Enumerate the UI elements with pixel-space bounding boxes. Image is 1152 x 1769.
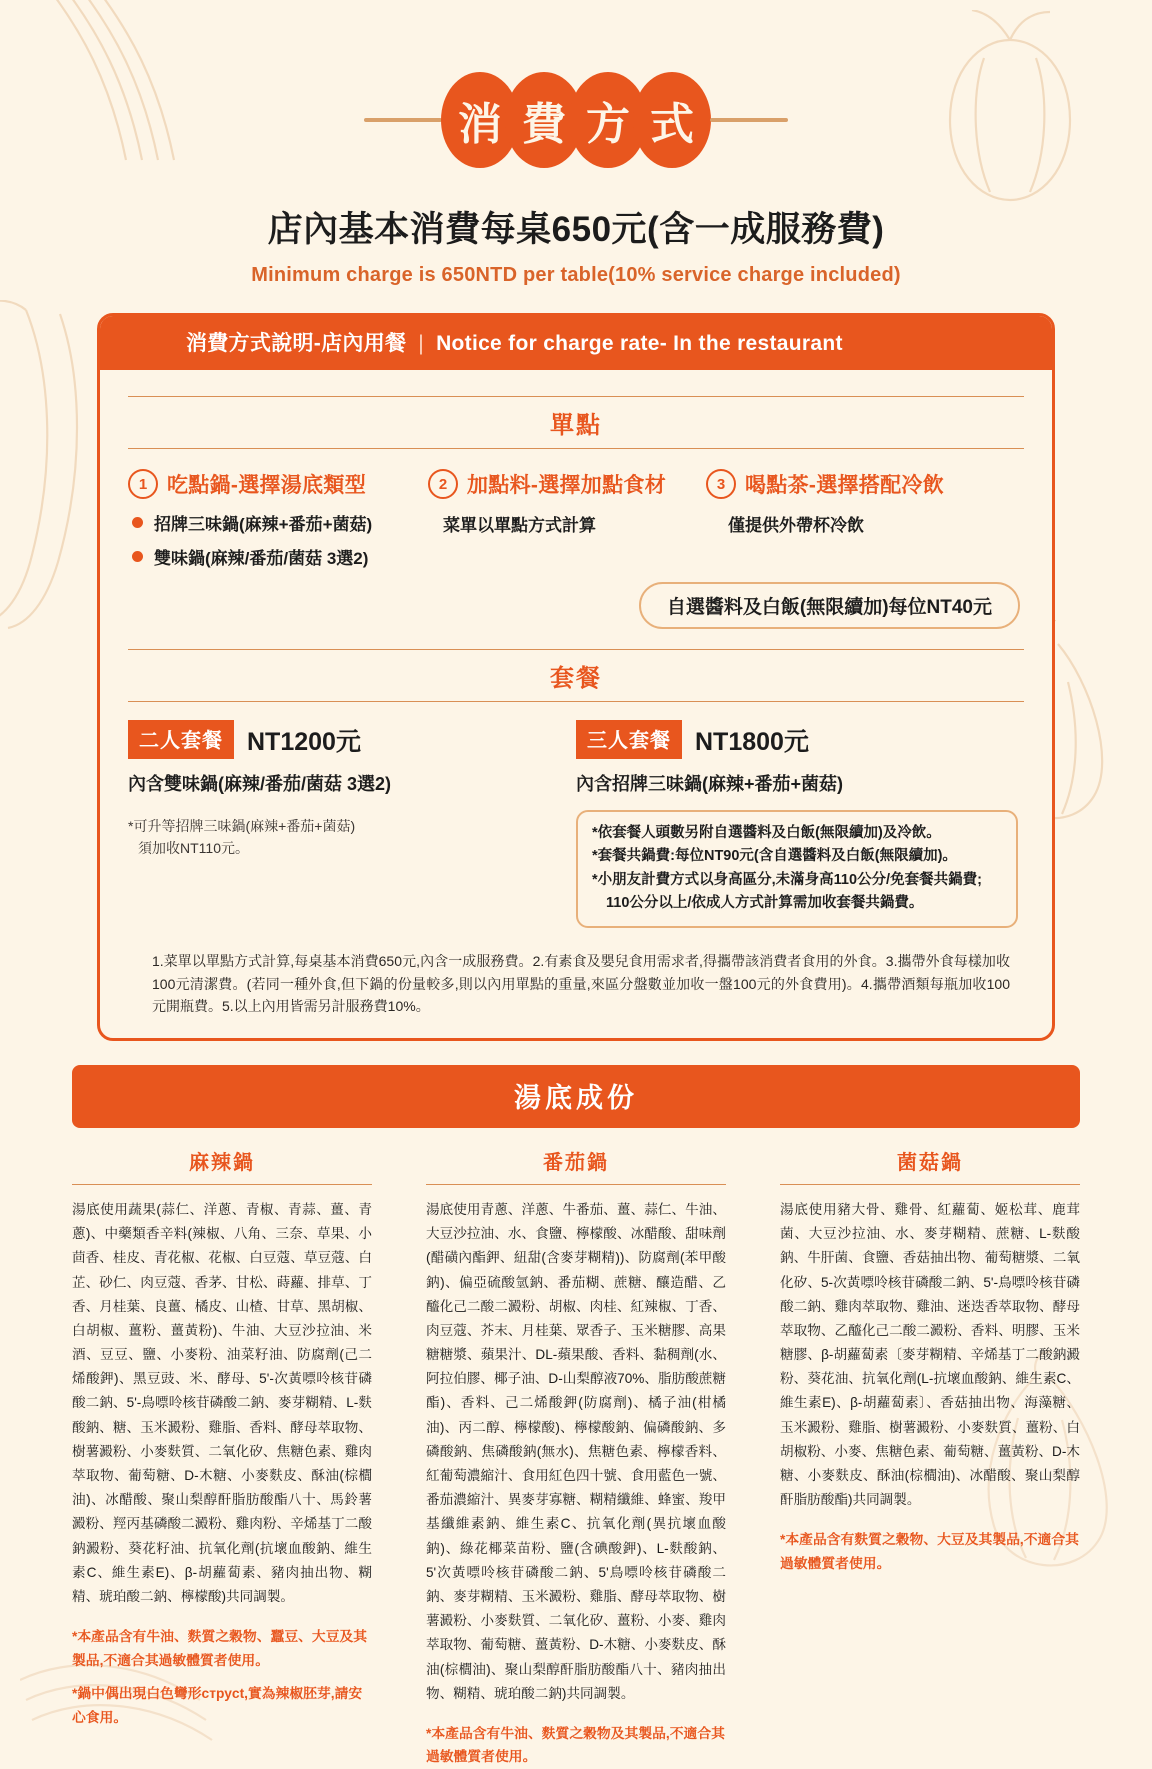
- sauce-pill-row: [128, 582, 1024, 629]
- title-blobs: [448, 72, 704, 168]
- set-meal-description: 內含招牌三味鍋(麻辣+番茄+菌菇): [576, 774, 844, 794]
- section-heading-setmeal-label: 套餐: [550, 665, 602, 692]
- bullet-text: 招牌三味鍋(麻辣+番茄+菌菇): [154, 515, 373, 534]
- soup-column-title: 番茄鍋: [426, 1146, 726, 1185]
- section-heading-alacarte-label: 單點: [550, 412, 602, 439]
- list-item: [132, 510, 428, 535]
- step-number-1: 1: [128, 469, 158, 499]
- page-title: [0, 0, 1152, 168]
- list-item: [132, 544, 428, 569]
- set-meal-description: 內含雙味鍋(麻辣/番茄/菌菇 3選2): [128, 774, 392, 794]
- set-meal-columns: [128, 720, 1024, 928]
- set-meal-tag: 二人套餐: [128, 720, 234, 759]
- title-rule-right: [710, 118, 788, 122]
- soup-column-tomato: [426, 1146, 726, 1769]
- section-heading-setmeal: [128, 649, 1024, 702]
- title-char-3: 方: [569, 72, 647, 168]
- panel-header-chinese: 消費方式說明-店內用餐: [186, 332, 407, 355]
- soup-ingredients-text: 湯底使用青蔥、洋蔥、牛番茄、薑、蒜仁、牛油、大豆沙拉油、水、食鹽、檸檬酸、冰醋酸、甜味劑(醋磺內酯鉀、紐甜(含麥芽糊精))、防腐劑(苯甲酸鈉)、偏亞硫酸氫鈉、番茄糊、蔗糖、釀造醋、乙醯化己二酸二澱粉、胡椒、肉桂、紅辣椒、丁香、肉豆蔻、芥末、月桂葉、眾香子、玉米糖膠、高果糖糖漿、蘋果汁、DL-蘋果酸、香料、黏稠劑(水、阿拉伯膠、椰子油、D-山梨醇液70%、脂肪酸蔗糖酯)、香料、己二烯酸鉀(防腐劑)、橘子油(柑橘油)、丙二醇、檸檬酸)、檸檬酸鈉、偏磷酸鈉、多磷酸鈉、焦磷酸鈉(無水)、焦糖色素、檸檬香料、紅葡萄濃縮汁、食用紅色四十號、食用藍色一號、番茄濃縮汁、異麥芽寡糖、糊精纖維、蜂蜜、羧甲基纖維素鈉、維生素C、抗氧化劑(異抗壞血酸鈉)、綠花椰菜苗粉、鹽(含碘酸鉀)、L-麩酸鈉、5'次黃嘌呤核苷磷酸二鈉、5'鳥嘌呤核苷磷酸二鈉、麥芽糊精、玉米澱粉、雞脂、酵母萃取物、樹薯澱粉、小麥麩質、二氧化矽、薑粉、小麥、雞肉萃取物、葡萄糖、薑黃粉、D-木糖、小麥麩皮、酥油(棕櫚油)、聚山梨醇酐脂肪酸酯八十、豬肉抽出物、糊精、琥珀酸二鈉)共同調製。: [426, 1201, 726, 1701]
- panel-header-bar: [100, 316, 1052, 370]
- alacarte-item-3: [706, 469, 1006, 578]
- soup-base-heading: 湯底成份: [72, 1065, 1080, 1128]
- terms-box-line-1: *依套餐人頭數另附自選醬料及白飯(無限續加)及冷飲。: [592, 825, 941, 841]
- subtitle-english: Minimum charge is 650NTD per table(10% service charge included): [251, 264, 901, 286]
- title-char-2: 費: [505, 72, 583, 168]
- step-2-description: 菜單以單點方式計算: [443, 516, 596, 535]
- title-char-4: 式: [633, 72, 711, 168]
- step-number-2: 2: [428, 469, 458, 499]
- panel-header-separator: |: [418, 332, 425, 355]
- alacarte-columns: [128, 469, 1024, 578]
- set-meal-two-person: [128, 720, 576, 928]
- soup-column-title: 菌菇鍋: [780, 1146, 1080, 1185]
- terms-box-line-2: *套餐共鍋費:每位NT90元(含自選醬料及白飯(無限續加)。: [592, 848, 957, 865]
- soup-allergen-warning: *本產品含有牛油、麩質之穀物及其製品,不適合其過敏體質者使用。: [426, 1725, 725, 1765]
- set-meal-tag: 三人套餐: [576, 720, 682, 759]
- soup-column-title: 麻辣鍋: [72, 1146, 372, 1185]
- step-title-3: 喝點茶-選擇搭配冷飲: [745, 474, 944, 497]
- set-meal-price: NT1200元: [247, 727, 361, 756]
- soup-allergen-warning: *本產品含有麩質之穀物、大豆及其製品,不適合其過敏體質者使用。: [780, 1532, 1079, 1571]
- title-rule-left: [364, 118, 442, 122]
- soup-ingredients-text: 湯底使用蔬果(蒜仁、洋蔥、青椒、青蒜、薑、青蔥)、中藥類香辛料(辣椒、八角、三奈、草果、小茴香、桂皮、青花椒、花椒、白豆蔻、草豆蔻、白芷、砂仁、肉豆蔻、香茅、甘松、蒔蘿、排草、丁香、月桂葉、良薑、橘皮、山楂、甘草、黑胡椒、白胡椒、薑粉、薑黃粉)、牛油、大豆沙拉油、米酒、豆豆、鹽、小麥粉、油菜籽油、防腐劑(己二烯酸鉀)、黑豆豉、米、酵母、5'-次黃嘌呤核苷磷酸二鈉、5'-鳥嘌呤核苷磷酸二鈉、麥芽糊精、L-麩酸鈉、糖、玉米澱粉、雞脂、香料、酵母萃取物、樹薯澱粉、小麥麩質、二氧化矽、焦糖色素、雞肉萃取物、葡萄糖、D-木糖、小麥麩皮、酥油(棕櫚油)、冰醋酸、聚山梨醇酐脂肪酸酯八十、馬鈴薯澱粉、羥丙基磷酸二澱粉、雞肉粉、辛烯基丁二酸鈉澱粉、葵花籽油、抗氧化劑(抗壞血酸鈉、維生素C、維生素E)、β-胡蘿蔔素、豬肉抽出物、糊精、琥珀酸二鈉、檸檬酸)共同調製。: [72, 1201, 372, 1604]
- set-meal-three-person: [576, 720, 1024, 928]
- subtitle-chinese: 店內基本消費每桌650元(含一成服務費): [267, 210, 885, 249]
- step-title-2: 加點料-選擇加點食材: [467, 474, 666, 497]
- general-terms-text: 1.菜單以單點方式計算,每桌基本消費650元,內含一成服務費。2.有素食及嬰兒食用需求者,得攜帶該消費者食用的外食。3.攜帶外食每樣加收100元清潔費。(若同一種外食,但下鍋的份量較多,則以內用單點的重量,來區分盤數並加收一盤100元的外食費用)。4.攜帶酒類每瓶加收100元開瓶費。5.以上內用皆需另計服務費10%。: [152, 952, 1010, 1015]
- section-heading-alacarte: [128, 396, 1024, 449]
- soup-ingredients-text: 湯底使用豬大骨、雞骨、紅蘿蔔、姬松茸、鹿茸菌、大豆沙拉油、水、麥芽糊精、蔗糖、L-麩酸鈉、牛肝菌、食鹽、香菇抽出物、葡萄糖漿、二氧化矽、5-次黃嘌呤核苷磷酸二鈉、5'-鳥嘌呤核苷磷酸二鈉、雞肉萃取物、雞油、迷迭香萃取物、酵母萃取物、乙醯化己二酸二澱粉、香料、明膠、玉米糖膠、β-胡蘿蔔素〔麥芽糊精、辛烯基丁二酸鈉澱粉、葵花油、抗氧化劑(L-抗壞血酸鈉、維生素C、維生素E)、β-胡蘿蔔素〕、香菇抽出物、海藻糖、玉米澱粉、雞脂、樹薯澱粉、小麥麩質、薑粉、白胡椒粉、小麥、焦糖色素、葡萄糖、薑黃粉、D-木糖、小麥麩皮、酥油(棕櫚油)、冰醋酸、聚山梨醇酐脂肪酸酯)共同調製。: [780, 1201, 1080, 1508]
- bullet-dot-icon: [132, 551, 143, 562]
- upgrade-note-line-1: *可升等招牌三味鍋(麻辣+番茄+菌菇): [128, 818, 356, 834]
- upgrade-note-line-2: 須加收NT110元。: [138, 839, 249, 856]
- soup-column-mushroom: [780, 1146, 1080, 1769]
- soup-allergen-warning: *本產品含有牛油、麩質之穀物、蠶豆、大豆及其製品,不適合其過敏體質者使用。: [72, 1629, 368, 1668]
- step-number-3: 3: [706, 469, 736, 499]
- step-3-description: 僅提供外帶杯冷飲: [728, 516, 864, 535]
- soup-column-mala: [72, 1146, 372, 1769]
- bullet-dot-icon: [132, 517, 143, 528]
- soup-base-columns: [72, 1146, 1080, 1769]
- title-char-1: 消: [441, 72, 519, 168]
- set-meal-upgrade-note: [128, 816, 576, 859]
- charge-rate-panel: [97, 313, 1055, 1041]
- set-meal-terms-box: [576, 810, 1018, 928]
- alacarte-item-1: [128, 469, 428, 578]
- soup-extra-warning: *鍋中偶出現白色彎形струct,實為辣椒胚芽,請安心食用。: [72, 1686, 363, 1725]
- step-title-1: 吃點鍋-選擇湯底類型: [167, 474, 366, 497]
- step-1-bullets: [128, 510, 428, 569]
- sauce-rice-pill: 自選醬料及白飯(無限續加)每位NT40元: [639, 582, 1020, 629]
- set-meal-price: NT1800元: [695, 727, 809, 756]
- panel-header-english: Notice for charge rate- In the restaurant: [436, 332, 843, 355]
- alacarte-item-2: [428, 469, 706, 578]
- terms-box-line-3: *小朋友計費方式以身高區分,未滿身高110公分/免套餐共鍋費;: [592, 871, 982, 888]
- bullet-text: 雙味鍋(麻辣/番茄/菌菇 3選2): [154, 549, 369, 568]
- terms-box-line-4: 110公分以上/依成人方式計算需加收套餐共鍋費。: [606, 895, 924, 912]
